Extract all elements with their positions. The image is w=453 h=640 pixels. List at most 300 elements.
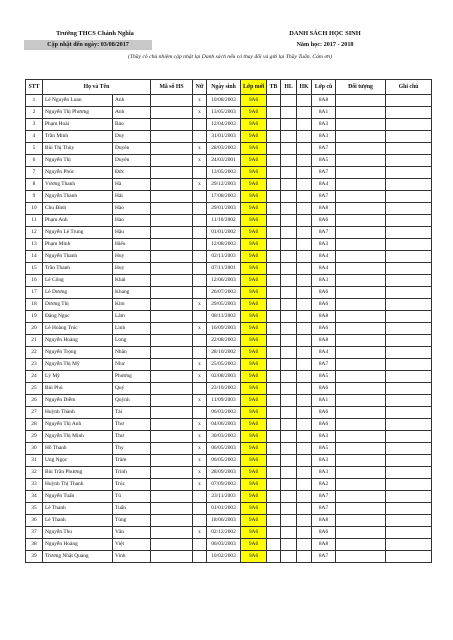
school-year: Năm học: 2017 - 2018	[296, 41, 354, 48]
table-row	[26, 407, 432, 419]
hk-cell	[297, 143, 312, 155]
notes-cell	[386, 359, 432, 371]
tb-cell	[267, 215, 281, 227]
hl-cell	[281, 407, 297, 419]
given-name-cell: Anh	[113, 107, 151, 119]
stt-cell: 14	[26, 251, 43, 263]
notes-cell	[386, 347, 432, 359]
stt-cell: 35	[26, 503, 43, 515]
old-class-cell: 8A3	[312, 455, 336, 467]
old-class-cell: 8A8	[312, 95, 336, 107]
surname-cell: Nguyễn Phúc	[43, 167, 113, 179]
surname-cell: Trương Nhật Quang	[43, 551, 113, 563]
table-row	[26, 371, 432, 383]
category-cell	[336, 359, 386, 371]
roster-body	[26, 95, 432, 563]
female-mark-cell: x	[193, 143, 207, 155]
tb-cell	[267, 263, 281, 275]
notes-cell	[386, 95, 432, 107]
header-female: Nữ	[193, 80, 207, 95]
table-row	[26, 191, 432, 203]
birth-date-cell: 08/11/2003	[207, 311, 241, 323]
new-class-cell: 9A6	[241, 419, 267, 431]
tb-cell	[267, 335, 281, 347]
old-class-cell: 8A3	[312, 275, 336, 287]
female-mark-cell: x	[193, 395, 207, 407]
hk-cell	[297, 467, 312, 479]
new-class-cell: 9A6	[241, 167, 267, 179]
category-cell	[336, 395, 386, 407]
table-row	[26, 275, 432, 287]
tb-cell	[267, 179, 281, 191]
hk-cell	[297, 179, 312, 191]
hl-cell	[281, 467, 297, 479]
hl-cell	[281, 131, 297, 143]
category-cell	[336, 119, 386, 131]
given-name-cell: Duyên	[113, 143, 151, 155]
tb-cell	[267, 275, 281, 287]
tb-cell	[267, 527, 281, 539]
surname-cell: Lê Công	[43, 275, 113, 287]
tb-cell	[267, 431, 281, 443]
given-name-cell: Anh	[113, 95, 151, 107]
given-name-cell: Hải	[113, 191, 151, 203]
hl-cell	[281, 431, 297, 443]
table-row	[26, 527, 432, 539]
tb-cell	[267, 359, 281, 371]
female-mark-cell	[193, 191, 207, 203]
given-name-cell: Khang	[113, 287, 151, 299]
tb-cell	[267, 143, 281, 155]
student-id-cell	[151, 155, 193, 167]
birth-date-cell: 29/05/2003	[207, 299, 241, 311]
category-cell	[336, 371, 386, 383]
birth-date-cell: 13/05/2003	[207, 107, 241, 119]
notes-cell	[386, 227, 432, 239]
category-cell	[336, 287, 386, 299]
notes-cell	[386, 371, 432, 383]
table-row	[26, 95, 432, 107]
new-class-cell: 9A6	[241, 431, 267, 443]
given-name-cell: Linh	[113, 323, 151, 335]
new-class-cell: 9A6	[241, 311, 267, 323]
header-stt: STT	[26, 80, 43, 95]
given-name-cell: Trâm	[113, 455, 151, 467]
old-class-cell: 8A3	[312, 467, 336, 479]
new-class-cell: 9A6	[241, 527, 267, 539]
tb-cell	[267, 227, 281, 239]
surname-cell: Nguyễn Diễm	[43, 395, 113, 407]
stt-cell: 18	[26, 299, 43, 311]
student-id-cell	[151, 539, 193, 551]
hk-cell	[297, 335, 312, 347]
old-class-cell: 8A8	[312, 515, 336, 527]
notes-cell	[386, 383, 432, 395]
new-class-cell: 9A6	[241, 251, 267, 263]
female-mark-cell	[193, 539, 207, 551]
old-class-cell: 8A4	[312, 263, 336, 275]
stt-cell: 17	[26, 287, 43, 299]
category-cell	[336, 299, 386, 311]
female-mark-cell: x	[193, 479, 207, 491]
female-mark-cell: x	[193, 443, 207, 455]
table-row	[26, 479, 432, 491]
birth-date-cell: 07/11/2001	[207, 263, 241, 275]
student-id-cell	[151, 191, 193, 203]
old-class-cell: 8A7	[312, 227, 336, 239]
category-cell	[336, 419, 386, 431]
surname-cell: Lý Mỹ	[43, 371, 113, 383]
old-class-cell: 8A7	[312, 503, 336, 515]
category-cell	[336, 479, 386, 491]
hk-cell	[297, 515, 312, 527]
hk-cell	[297, 251, 312, 263]
student-id-cell	[151, 359, 193, 371]
stt-cell: 20	[26, 323, 43, 335]
new-class-cell: 9A6	[241, 131, 267, 143]
tb-cell	[267, 455, 281, 467]
notes-cell	[386, 239, 432, 251]
new-class-cell: 9A6	[241, 503, 267, 515]
table-row	[26, 287, 432, 299]
birth-date-cell: 25/05/2003	[207, 359, 241, 371]
tb-cell	[267, 287, 281, 299]
hk-cell	[297, 527, 312, 539]
stt-cell: 28	[26, 419, 43, 431]
notes-cell	[386, 479, 432, 491]
new-class-cell: 9A6	[241, 479, 267, 491]
given-name-cell: Vân	[113, 527, 151, 539]
female-mark-cell: x	[193, 455, 207, 467]
given-name-cell: Thư	[113, 419, 151, 431]
stt-cell: 10	[26, 203, 43, 215]
birth-date-cell: 07/09/2003	[207, 479, 241, 491]
student-id-cell	[151, 323, 193, 335]
hk-cell	[297, 539, 312, 551]
table-row	[26, 215, 432, 227]
surname-cell: Trần Minh	[43, 131, 113, 143]
old-class-cell: 8A7	[312, 191, 336, 203]
given-name-cell: Huy	[113, 251, 151, 263]
notes-cell	[386, 491, 432, 503]
student-id-cell	[151, 95, 193, 107]
hk-cell	[297, 131, 312, 143]
new-class-cell: 9A6	[241, 119, 267, 131]
table-row	[26, 419, 432, 431]
surname-cell: Nguyễn Thanh	[43, 251, 113, 263]
hk-cell	[297, 311, 312, 323]
stt-cell: 16	[26, 275, 43, 287]
category-cell	[336, 203, 386, 215]
surname-cell: Bùi Trần Phương	[43, 467, 113, 479]
stt-cell: 23	[26, 359, 43, 371]
old-class-cell: 8A5	[312, 371, 336, 383]
old-class-cell: 8A7	[312, 491, 336, 503]
old-class-cell: 8A6	[312, 323, 336, 335]
student-id-cell	[151, 239, 193, 251]
female-mark-cell: x	[193, 107, 207, 119]
table-row	[26, 203, 432, 215]
table-row	[26, 143, 432, 155]
new-class-cell: 9A6	[241, 371, 267, 383]
table-row	[26, 395, 432, 407]
birth-date-cell: 06/05/2003	[207, 443, 241, 455]
birth-date-cell: 17/08/2003	[207, 191, 241, 203]
tb-cell	[267, 311, 281, 323]
tb-cell	[267, 251, 281, 263]
hk-cell	[297, 359, 312, 371]
hl-cell	[281, 515, 297, 527]
tb-cell	[267, 167, 281, 179]
surname-cell: Nguyễn Hoàng	[43, 539, 113, 551]
tb-cell	[267, 539, 281, 551]
surname-cell: Lê Thanh	[43, 515, 113, 527]
birth-date-cell: 02/12/2002	[207, 527, 241, 539]
category-cell	[336, 167, 386, 179]
table-row	[26, 551, 432, 563]
given-name-cell: Đức	[113, 167, 151, 179]
new-class-cell: 9A6	[241, 95, 267, 107]
hl-cell	[281, 371, 297, 383]
category-cell	[336, 539, 386, 551]
table-row	[26, 263, 432, 275]
hl-cell	[281, 491, 297, 503]
student-id-cell	[151, 131, 193, 143]
new-class-cell: 9A6	[241, 323, 267, 335]
surname-cell: Vương Thanh	[43, 179, 113, 191]
student-id-cell	[151, 347, 193, 359]
notes-cell	[386, 467, 432, 479]
table-row	[26, 443, 432, 455]
new-class-cell: 9A6	[241, 455, 267, 467]
old-class-cell: 8A4	[312, 179, 336, 191]
student-id-cell	[151, 275, 193, 287]
hk-cell	[297, 239, 312, 251]
stt-cell: 24	[26, 371, 43, 383]
stt-cell: 29	[26, 431, 43, 443]
female-mark-cell: x	[193, 419, 207, 431]
female-mark-cell: x	[193, 179, 207, 191]
birth-date-cell: 22/08/2003	[207, 335, 241, 347]
category-cell	[336, 95, 386, 107]
surname-cell: Nguyễn Thị Mỹ	[43, 359, 113, 371]
hl-cell	[281, 443, 297, 455]
old-class-cell: 8A6	[312, 287, 336, 299]
stt-cell: 3	[26, 119, 43, 131]
surname-cell: Dương Thị	[43, 299, 113, 311]
hk-cell	[297, 503, 312, 515]
header-new-class: Lớp mới	[241, 80, 267, 95]
hl-cell	[281, 143, 297, 155]
student-id-cell	[151, 491, 193, 503]
notes-cell	[386, 515, 432, 527]
female-mark-cell	[193, 287, 207, 299]
hk-cell	[297, 107, 312, 119]
hl-cell	[281, 299, 297, 311]
tb-cell	[267, 551, 281, 563]
tb-cell	[267, 443, 281, 455]
surname-cell: Trần Thanh	[43, 263, 113, 275]
stt-cell: 1	[26, 95, 43, 107]
notes-cell	[386, 539, 432, 551]
birth-date-cell: 11/09/2003	[207, 395, 241, 407]
hl-cell	[281, 323, 297, 335]
given-name-cell: Hào	[113, 203, 151, 215]
surname-cell: Nguyễn Thị Minh	[43, 431, 113, 443]
surname-cell: Lê Hoàng Trúc	[43, 323, 113, 335]
hl-cell	[281, 119, 297, 131]
notes-cell	[386, 455, 432, 467]
student-id-cell	[151, 311, 193, 323]
hl-cell	[281, 455, 297, 467]
birth-date-cell: 28/03/2003	[207, 143, 241, 155]
new-class-cell: 9A6	[241, 155, 267, 167]
birth-date-cell: 23/10/2003	[207, 383, 241, 395]
student-id-cell	[151, 287, 193, 299]
notes-cell	[386, 527, 432, 539]
hl-cell	[281, 239, 297, 251]
category-cell	[336, 263, 386, 275]
student-id-cell	[151, 203, 193, 215]
female-mark-cell	[193, 119, 207, 131]
female-mark-cell: x	[193, 155, 207, 167]
female-mark-cell	[193, 131, 207, 143]
new-class-cell: 9A6	[241, 143, 267, 155]
hk-cell	[297, 263, 312, 275]
birth-date-cell: 13/05/2003	[207, 167, 241, 179]
hl-cell	[281, 347, 297, 359]
category-cell	[336, 143, 386, 155]
student-id-cell	[151, 431, 193, 443]
new-class-cell: 9A6	[241, 407, 267, 419]
category-cell	[336, 107, 386, 119]
new-class-cell: 9A6	[241, 107, 267, 119]
new-class-cell: 9A6	[241, 539, 267, 551]
student-id-cell	[151, 443, 193, 455]
student-id-cell	[151, 107, 193, 119]
student-id-cell	[151, 371, 193, 383]
header-old-class: Lớp cũ	[312, 80, 336, 95]
category-cell	[336, 275, 386, 287]
new-class-cell: 9A6	[241, 239, 267, 251]
new-class-cell: 9A6	[241, 287, 267, 299]
notes-cell	[386, 443, 432, 455]
surname-cell: Lê Nguyễn Loan	[43, 95, 113, 107]
category-cell	[336, 467, 386, 479]
category-cell	[336, 251, 386, 263]
new-class-cell: 9A6	[241, 215, 267, 227]
hl-cell	[281, 227, 297, 239]
table-row	[26, 239, 432, 251]
old-class-cell: 8A3	[312, 431, 336, 443]
hk-cell	[297, 323, 312, 335]
given-name-cell: Duy	[113, 131, 151, 143]
birth-date-cell: 12/06/2003	[207, 275, 241, 287]
category-cell	[336, 155, 386, 167]
student-id-cell	[151, 395, 193, 407]
birth-date-cell: 31/01/2003	[207, 131, 241, 143]
female-mark-cell	[193, 503, 207, 515]
category-cell	[336, 431, 386, 443]
old-class-cell: 8A3	[312, 239, 336, 251]
old-class-cell: 8A8	[312, 311, 336, 323]
notes-cell	[386, 263, 432, 275]
hl-cell	[281, 479, 297, 491]
birth-date-cell: 06/05/2003	[207, 455, 241, 467]
surname-cell: Nguyễn Thanh	[43, 191, 113, 203]
surname-cell: Nguyễn Thị	[43, 155, 113, 167]
old-class-cell: 8A7	[312, 551, 336, 563]
header-full-name: Họ và Tên	[43, 80, 151, 95]
category-cell	[336, 455, 386, 467]
hl-cell	[281, 335, 297, 347]
category-cell	[336, 335, 386, 347]
old-class-cell: 8A6	[312, 407, 336, 419]
stt-cell: 22	[26, 347, 43, 359]
category-cell	[336, 551, 386, 563]
hl-cell	[281, 155, 297, 167]
hk-cell	[297, 287, 312, 299]
table-row	[26, 167, 432, 179]
student-id-cell	[151, 167, 193, 179]
old-class-cell: 8A2	[312, 479, 336, 491]
notes-cell	[386, 203, 432, 215]
given-name-cell: Tú	[113, 491, 151, 503]
category-cell	[336, 491, 386, 503]
category-cell	[336, 227, 386, 239]
hk-cell	[297, 395, 312, 407]
female-mark-cell	[193, 275, 207, 287]
table-row	[26, 491, 432, 503]
birth-date-cell: 12/08/2003	[207, 239, 241, 251]
category-cell	[336, 131, 386, 143]
new-class-cell: 9A6	[241, 551, 267, 563]
hk-cell	[297, 191, 312, 203]
student-id-cell	[151, 179, 193, 191]
header-tb: TB	[267, 80, 281, 95]
surname-cell: Nguyễn Trọng	[43, 347, 113, 359]
female-mark-cell	[193, 203, 207, 215]
tb-cell	[267, 503, 281, 515]
old-class-cell: 8A1	[312, 395, 336, 407]
category-cell	[336, 311, 386, 323]
given-name-cell: Trinh	[113, 467, 151, 479]
hl-cell	[281, 287, 297, 299]
instruction-note: (Thầy cô chủ nhiệm cập nhật lại Danh sách nếu có thay đổi và gửi lại Thầy Tuấn. Cám ơn)	[128, 54, 332, 60]
birth-date-cell: 23/11/2003	[207, 491, 241, 503]
stt-cell: 2	[26, 107, 43, 119]
old-class-cell: 8A7	[312, 143, 336, 155]
notes-cell	[386, 131, 432, 143]
stt-cell: 13	[26, 239, 43, 251]
category-cell	[336, 407, 386, 419]
birth-date-cell: 30/03/2003	[207, 431, 241, 443]
given-name-cell: Quỳnh	[113, 395, 151, 407]
hk-cell	[297, 491, 312, 503]
tb-cell	[267, 479, 281, 491]
stt-cell: 25	[26, 383, 43, 395]
hk-cell	[297, 407, 312, 419]
hl-cell	[281, 107, 297, 119]
female-mark-cell	[193, 383, 207, 395]
female-mark-cell	[193, 167, 207, 179]
stt-cell: 26	[26, 395, 43, 407]
student-id-cell	[151, 227, 193, 239]
new-class-cell: 9A6	[241, 347, 267, 359]
tb-cell	[267, 515, 281, 527]
table-header-row	[26, 80, 432, 95]
category-cell	[336, 527, 386, 539]
